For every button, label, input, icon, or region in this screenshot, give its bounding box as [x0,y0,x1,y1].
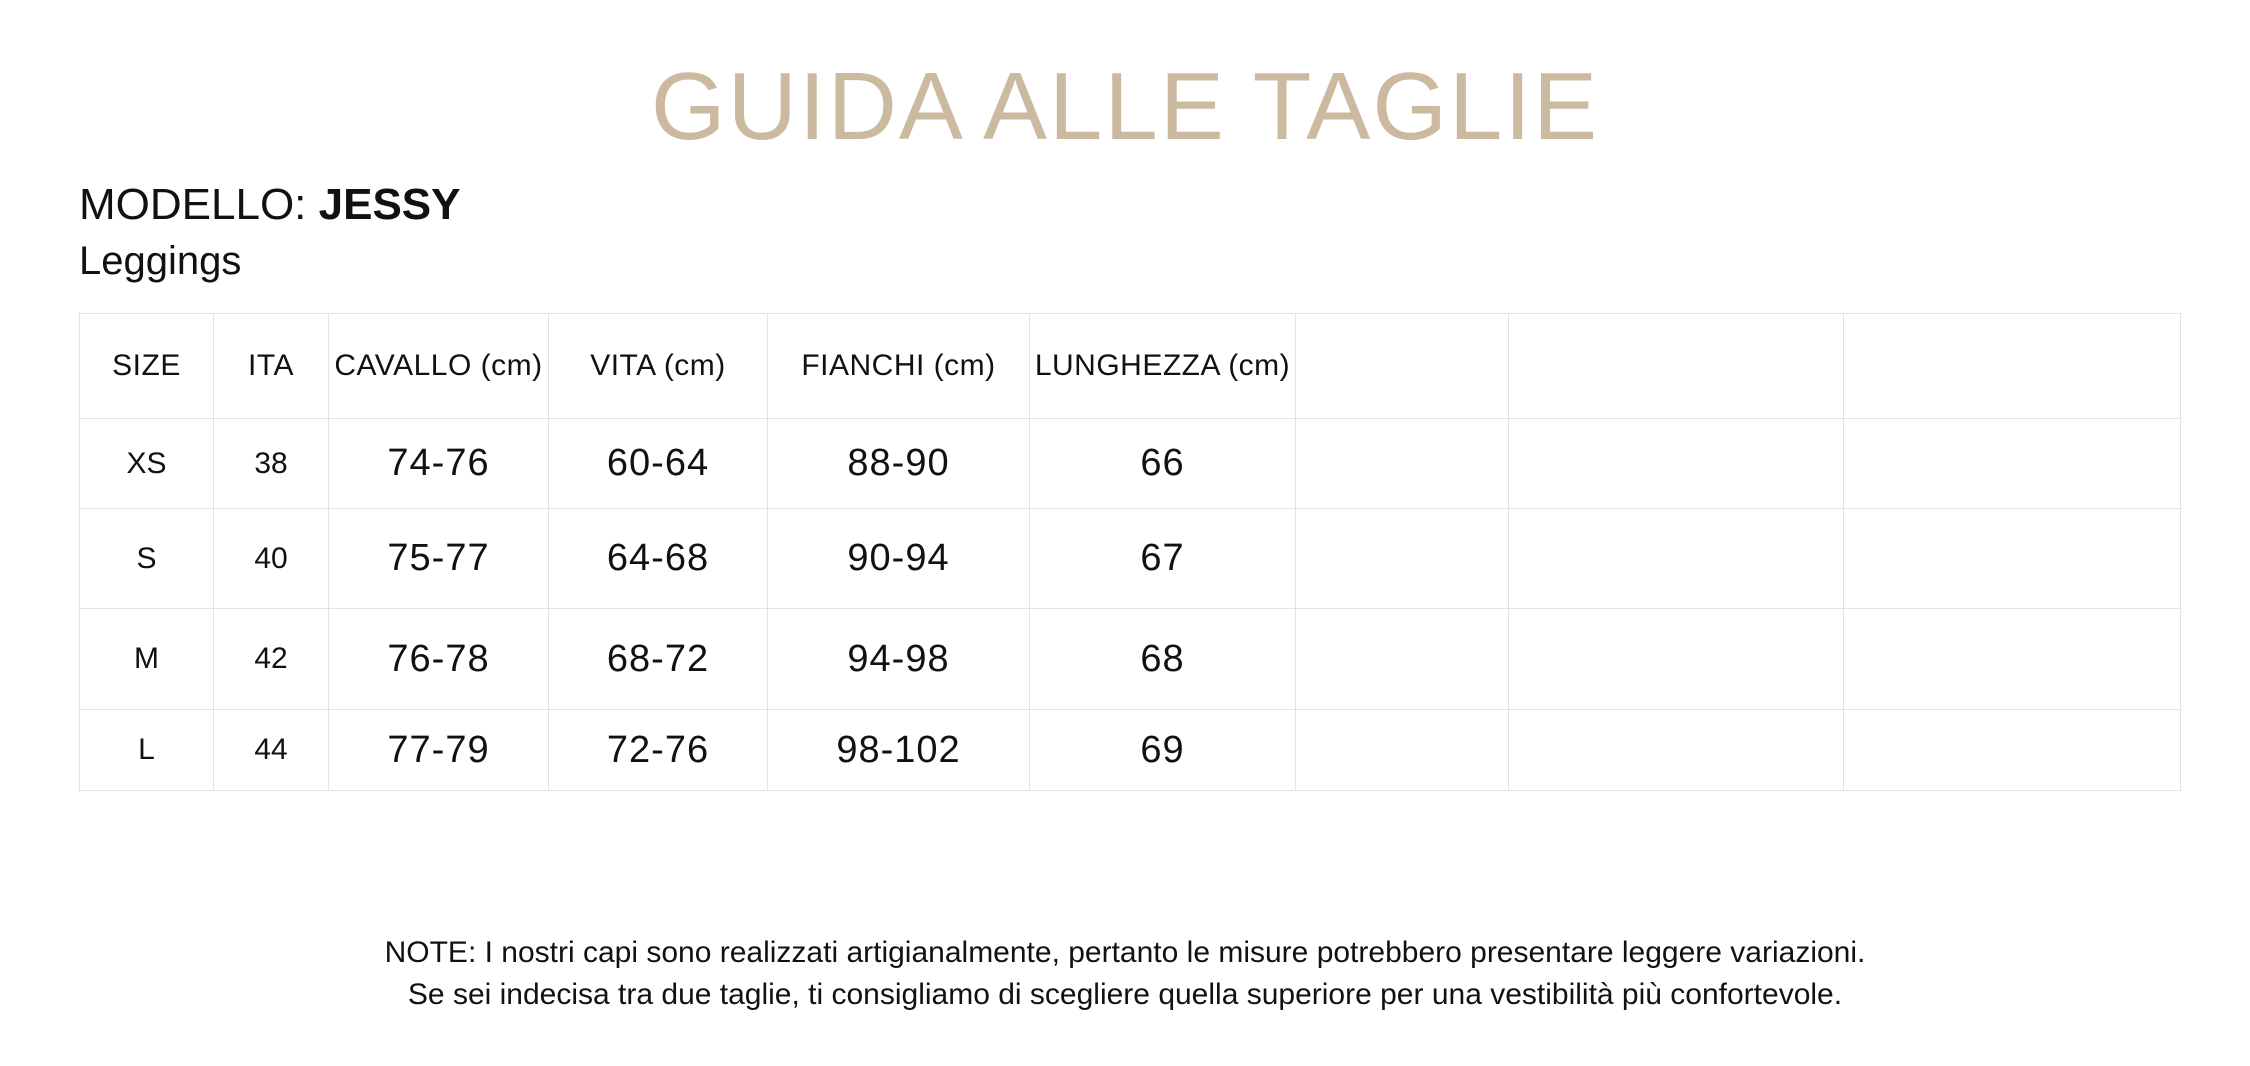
cell-size: M [80,609,214,710]
cell-ita: 38 [214,419,329,509]
header-vita: VITA (cm) [549,314,768,419]
cell-fianchi: 90-94 [768,509,1030,609]
model-line [79,178,461,232]
table-row [80,710,2181,791]
cell-empty [1844,609,2181,710]
header-lunghezza: LUNGHEZZA (cm) [1030,314,1296,419]
cell-vita: 72-76 [549,710,768,791]
cell-cavallo: 76-78 [329,609,549,710]
cell-size: XS [80,419,214,509]
header-size: SIZE [80,314,214,419]
cell-empty [1509,710,1844,791]
cell-empty [1509,419,1844,509]
cell-fianchi: 94-98 [768,609,1030,710]
cell-empty [1844,509,2181,609]
cell-lunghezza: 66 [1030,419,1296,509]
size-table [79,313,2181,791]
cell-cavallo: 77-79 [329,710,549,791]
cell-lunghezza: 69 [1030,710,1296,791]
cell-ita: 42 [214,609,329,710]
note-line-2: Se sei indecisa tra due taglie, ti consigliamo di scegliere quella superiore per una vestibilità più confortevole. [407,978,1843,1011]
cell-fianchi: 98-102 [768,710,1030,791]
note-text-1: I nostri capi sono realizzati artigianalmente, pertanto le misure potrebbero presentare leggere variazioni. [476,936,1866,969]
header-empty-1 [1296,314,1509,419]
model-label: MODELLO: [79,180,319,229]
product-type: Leggings [79,239,242,283]
note-line-1 [0,932,2250,974]
cell-ita: 44 [214,710,329,791]
note [0,932,2250,1016]
page-title: GUIDA ALLE TAGLIE [650,53,1600,160]
table-row [80,419,2181,509]
cell-empty [1844,419,2181,509]
header-empty-3 [1844,314,2181,419]
cell-vita: 60-64 [549,419,768,509]
cell-ita: 40 [214,509,329,609]
model-name: JESSY [318,180,461,229]
cell-size: L [80,710,214,791]
cell-empty [1296,609,1509,710]
cell-cavallo: 75-77 [329,509,549,609]
header-empty-2 [1509,314,1844,419]
header-fianchi: FIANCHI (cm) [768,314,1030,419]
header-ita: ITA [214,314,329,419]
cell-fianchi: 88-90 [768,419,1030,509]
cell-size: S [80,509,214,609]
table-row [80,609,2181,710]
table-header-row [80,314,2181,419]
cell-empty [1509,509,1844,609]
cell-vita: 68-72 [549,609,768,710]
header-cavallo: CAVALLO (cm) [329,314,549,419]
cell-lunghezza: 67 [1030,509,1296,609]
cell-lunghezza: 68 [1030,609,1296,710]
cell-empty [1296,419,1509,509]
cell-vita: 64-68 [549,509,768,609]
cell-empty [1509,609,1844,710]
cell-empty [1844,710,2181,791]
table-row [80,509,2181,609]
cell-cavallo: 74-76 [329,419,549,509]
note-label: NOTE: [384,936,477,969]
cell-empty [1296,710,1509,791]
cell-empty [1296,509,1509,609]
